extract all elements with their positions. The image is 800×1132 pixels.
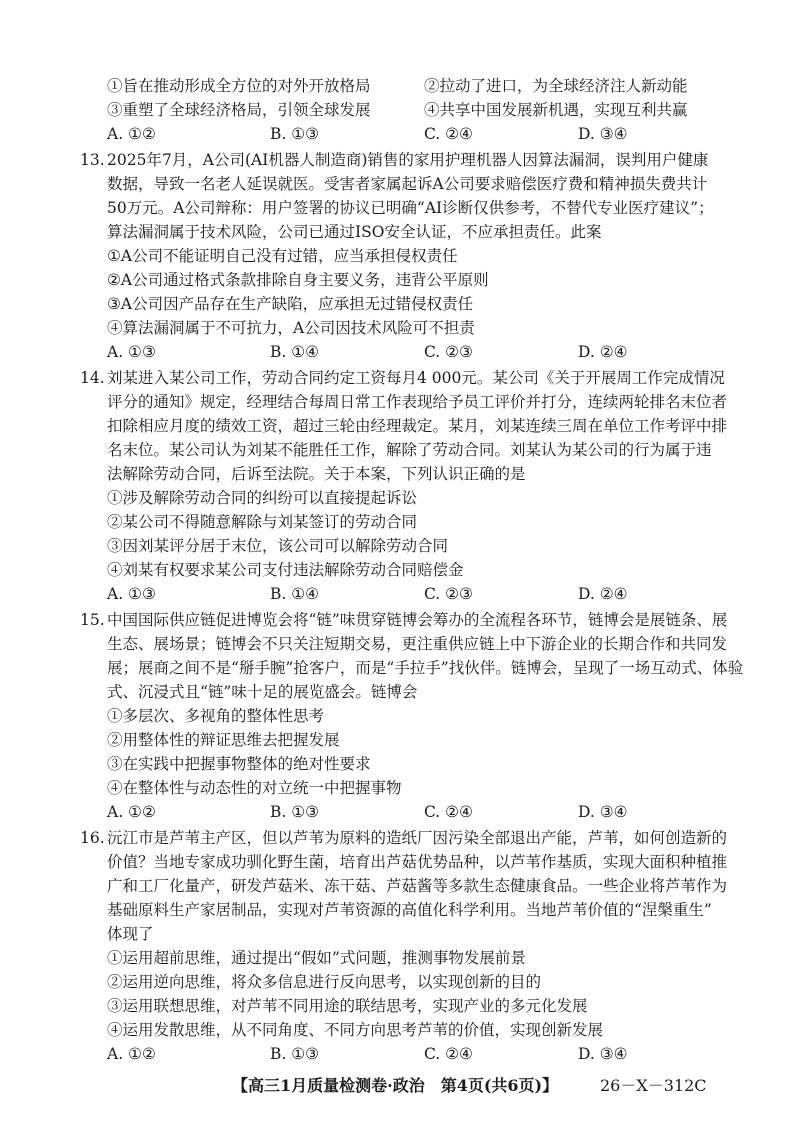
q15-item-1: ①多层次、多视角的整体性思考 [107, 707, 325, 725]
q12-item-3: ③重塑了全球经济格局，引领全球发展 [107, 101, 371, 119]
q16-item-3: ③运用联想思维，对芦苇不同用途的联结思考，实现产业的多元化发展 [107, 997, 588, 1015]
q14-item-1: ①涉及解除劳动合同的纠纷可以直接提起诉讼 [107, 489, 418, 507]
q15-line-4: 式、沉浸式且“链”味十足的展览盛会。链博会 [107, 683, 418, 701]
q14-option-c: C. ②③ [424, 585, 473, 603]
q13-option-b: B. ①④ [270, 343, 320, 361]
q12-item-2: ②拉动了进口，为全球经济注人新动能 [424, 77, 688, 95]
q16-number: 16. [80, 829, 105, 847]
q14-line-4: 名末位。某公司认为刘某不能胜任工作，解除了劳动合同。刘某认为某公司的行为属于违 [107, 441, 712, 459]
q15-option-b: B. ①③ [270, 803, 320, 821]
q13-item-2: ②A公司通过格式条款排除自身主要义务，违背公平原则 [107, 271, 489, 289]
q16-option-d: D. ③④ [578, 1045, 628, 1063]
q15-item-3: ③在实践中把握事物整体的绝对性要求 [107, 755, 371, 773]
q16-item-4: ④运用发散思维，从不同角度、不同方向思考芦苇的价值，实现创新发展 [107, 1021, 604, 1039]
q14-line-3: 扣除相应月度的绩效工资，超过三轮由经理裁定。某月，刘某连续三周在单位工作考评中排 [107, 417, 728, 435]
q16-item-1: ①运用超前思维，通过提出“假如”式问题，推测事物发展前景 [107, 949, 526, 967]
q15-option-d: D. ③④ [578, 803, 628, 821]
q14-number: 14. [80, 369, 105, 387]
q15-item-2: ②用整体性的辩证思维去把握发展 [107, 731, 340, 749]
q16-line-1: 沅江市是芦苇主产区，但以芦苇为原料的造纸厂因污染全部退出产能，芦苇，如何创造新的 [107, 829, 728, 847]
q14-item-3: ③因刘某评分居于末位，该公司可以解除劳动合同 [107, 537, 449, 555]
q15-item-4: ④在整体性与动态性的对立统一中把握事物 [107, 779, 402, 797]
q14-line-1: 刘某进入某公司工作，劳动合同约定工资每月4 000元。某公司《关于开展周工作完成情况 [107, 369, 725, 387]
q16-item-2: ②运用逆向思维，将众多信息进行反向思考，以实现创新的目的 [107, 973, 542, 991]
q13-item-3: ③A公司因产品存在生产缺陷，应承担无过错侵权责任 [107, 295, 474, 313]
footer-title: 【高三1月质量检测卷·政治 第4页(共6页)】 [232, 1076, 559, 1095]
q12-option-b: B. ①③ [270, 125, 320, 143]
q15-line-1: 中国国际供应链促进博览会将“链”味贯穿链博会筹办的全流程各环节，链博会是展链条、展 [107, 611, 728, 629]
q15-line-2: 生态、展场景；链博会不只关注短期交易，更注重供应链上中下游企业的长期合作和共同发 [107, 635, 728, 653]
q14-item-4: ④刘某有权要求某公司支付违法解除劳动合同赔偿金 [107, 561, 464, 579]
q16-option-b: B. ①③ [270, 1045, 320, 1063]
q12-option-d: D. ③④ [578, 125, 628, 143]
q14-option-b: B. ①④ [270, 585, 320, 603]
q16-line-2: 价值？当地专家成功驯化野生菌，培育出芦菇优势品种，以芦苇作基质，实现大面积种植推 [107, 853, 728, 871]
q13-item-4: ④算法漏洞属于不可抗力，A公司因技术风险可不担责 [107, 319, 475, 337]
q12-option-a: A. ①② [107, 125, 156, 143]
q14-item-2: ②某公司不得随意解除与刘某签订的劳动合同 [107, 513, 418, 531]
q13-item-1: ①A公司不能证明自己没有过错，应当承担侵权责任 [107, 247, 458, 265]
q16-line-5: 体现了 [107, 925, 154, 943]
q13-line-2: 数据，导致一名老人延误就医。受害者家属起诉A公司要求赔偿医疗费和精神损失费共计 [107, 175, 708, 193]
q12-item-4: ④共享中国发展新机遇，实现互利共赢 [424, 101, 688, 119]
q12-option-c: C. ②④ [424, 125, 473, 143]
q16-line-3: 广和工厂化量产，研发芦菇米、冻干菇、芦菇酱等多款生态健康食品。一些企业将芦苇作为 [107, 877, 728, 895]
page-footer [0, 1072, 800, 1100]
q15-option-a: A. ①② [107, 803, 156, 821]
q15-option-c: C. ②④ [424, 803, 473, 821]
q15-line-3: 展；展商之间不是“掰手腕”抢客户，而是“手拉手”找伙伴。链博会，呈现了一场互动式、体验 [107, 659, 744, 677]
q14-line-5: 法解除劳动合同，后诉至法院。关于本案，下列认识正确的是 [107, 465, 526, 483]
q16-line-4: 基础原料生产家居制品，实现对芦苇资源的高值化科学利用。当地芦苇价值的“涅槃重生” [107, 901, 712, 919]
footer-code: 26－X－312C [600, 1076, 707, 1095]
q16-option-c: C. ②④ [424, 1045, 473, 1063]
q14-option-a: A. ①③ [107, 585, 156, 603]
q13-option-d: D. ②④ [578, 343, 628, 361]
q13-line-3: 50万元。A公司辩称：用户签署的协议已明确“AI诊断仅供参考，不替代专业医疗建议”； [107, 199, 714, 217]
q14-line-2: 评分的通知》规定，经理结合每周日常工作表现给予员工评价并打分，连续两轮排名末位者 [107, 393, 728, 411]
q13-line-1: 2025年7月，A公司(AI机器人制造商)销售的家用护理机器人因算法漏洞，误判用户健康 [107, 151, 709, 169]
q14-option-d: D. ②④ [578, 585, 628, 603]
q16-option-a: A. ①② [107, 1045, 156, 1063]
q15-number: 15. [80, 611, 105, 629]
q13-option-c: C. ②③ [424, 343, 473, 361]
q13-number: 13. [80, 151, 105, 169]
q13-line-4: 算法漏洞属于技术风险，公司已通过ISO安全认证，不应承担责任。此案 [107, 223, 602, 241]
q13-option-a: A. ①③ [107, 343, 156, 361]
q12-item-1: ①旨在推动形成全方位的对外开放格局 [107, 77, 371, 95]
